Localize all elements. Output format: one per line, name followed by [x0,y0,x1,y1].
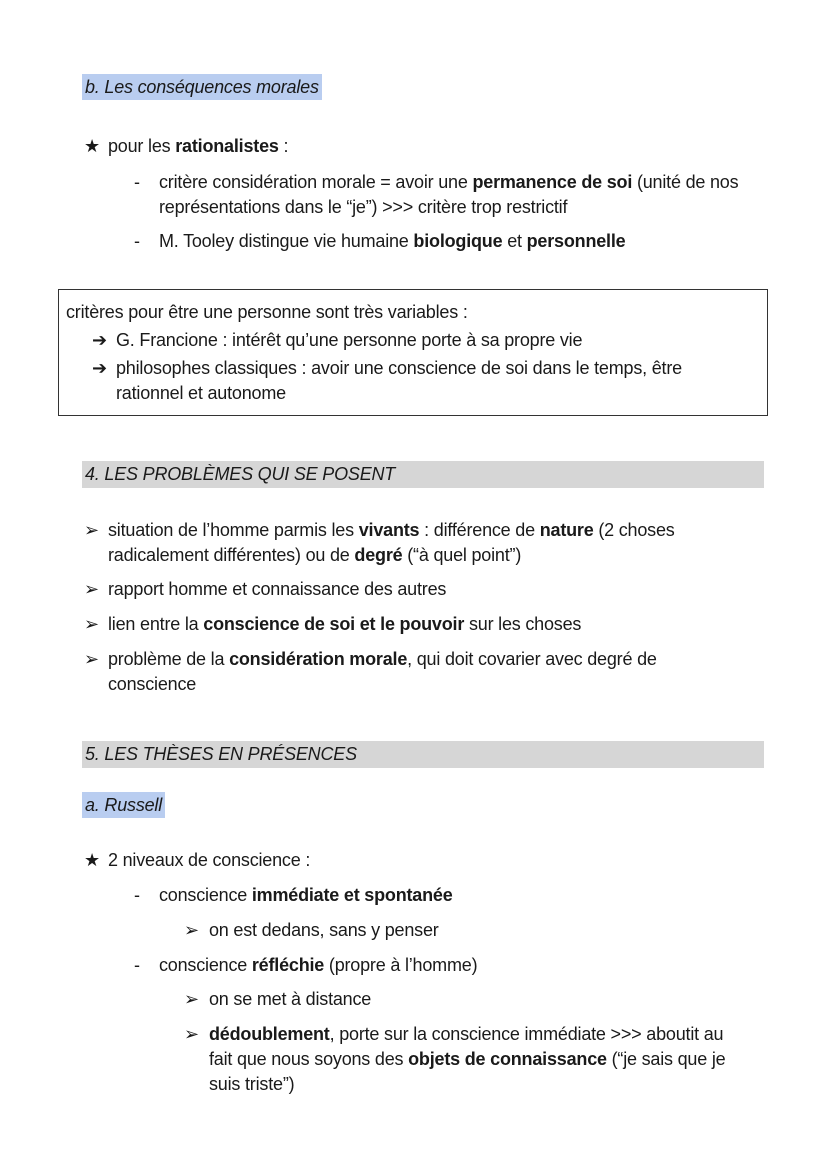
bullet-tooley [159,229,625,253]
text: conscience [159,885,252,905]
bold-text: conscience de soi et le pouvoir [203,614,465,634]
text: problème de la [108,649,230,669]
text: pour les [108,136,176,156]
text: critère considération morale = avoir une [159,172,473,192]
level-immediate-sub [209,918,439,942]
star-icon: ★ [84,850,100,870]
arrow-right-icon: ➔ [92,358,107,378]
section-heading-russell: a. Russell [82,792,165,818]
level-reflechie-sub-dedoublement-line2 [209,1047,725,1071]
star-icon: ★ [84,136,100,156]
rationalistes-item [108,134,288,158]
bullet-permanence-line2: représentations dans le “je”) >>> critère trop restrictif [159,197,568,217]
bold-text: vivants [358,520,420,540]
bold-text: immédiate et spontanée [251,885,453,905]
chevron-right-icon: ➢ [84,614,99,634]
text: (“je sais que je [606,1049,726,1069]
section-heading-problemes: 4. LES PROBLÈMES QUI SE POSENT [82,461,764,488]
bold-text: personnelle [526,231,626,251]
level-reflechie-sub-dedoublement-line3 [209,1072,294,1096]
dash-bullet-icon: - [134,955,140,975]
bold-text: considération morale [229,649,408,669]
dash-bullet-icon: - [134,231,140,251]
bold-text: biologique [413,231,503,251]
level-reflechie [159,953,477,977]
text: fait que nous soyons des [209,1049,409,1069]
niveaux-conscience-item: 2 niveaux de conscience : [108,850,311,870]
section-heading-theses: 5. LES THÈSES EN PRÉSENCES [82,741,764,768]
problem-item-consideration-line2 [108,672,196,696]
text: conscience [159,955,252,975]
text: , qui doit covarier avec degré de [407,649,657,669]
bullet-permanence-line1 [159,170,738,194]
bold-text: objets de connaissance [408,1049,607,1069]
problem-item-rapport [108,577,446,601]
text: situation de l’homme parmis les [108,520,359,540]
level-immediate [159,883,453,907]
text: suis triste”) [209,1074,295,1094]
text: : [278,136,289,156]
text: rapport homme et connaissance des autres [108,579,447,599]
text: (propre à l’homme) [324,955,478,975]
bold-text: permanence de soi [472,172,633,192]
chevron-right-icon: ➢ [84,649,99,669]
level-reflechie-sub-dedoublement-line1 [209,1022,723,1046]
problem-item-consideration-line1 [108,647,657,671]
box-item-francione: G. Francione : intérêt qu’une personne porte à sa propre vie [116,330,583,350]
text: , porte sur la conscience immédiate >>> aboutit au [329,1024,724,1044]
bold-text: degré [354,545,403,565]
bold-text: nature [539,520,594,540]
chevron-right-icon: ➢ [84,579,99,599]
text: on se met à distance [209,989,372,1009]
problem-item-situation-line2 [108,543,521,567]
text: : différence de [419,520,540,540]
bold-text: rationalistes [175,136,279,156]
text: M. Tooley distingue vie humaine [159,231,414,251]
problem-item-lien [108,612,581,636]
box-item-classiques-line1: philosophes classiques : avoir une conscience de soi dans le temps, être [116,358,682,378]
text: lien entre la [108,614,204,634]
chevron-right-icon: ➢ [84,520,99,540]
text: (unité de nos [632,172,739,192]
chevron-right-icon: ➢ [184,989,199,1009]
dash-bullet-icon: - [134,885,140,905]
text: radicalement différentes) ou de [108,545,355,565]
level-reflechie-sub-distance [209,987,371,1011]
box-title: critères pour être une personne sont très variables : [66,302,468,322]
text: (“à quel point”) [402,545,522,565]
problem-item-situation-line1 [108,518,675,542]
text: (2 choses [593,520,675,540]
text: et [502,231,527,251]
text: on est dedans, sans y penser [209,920,439,940]
chevron-right-icon: ➢ [184,1024,199,1044]
section-heading-consequences-morales: b. Les conséquences morales [82,74,322,100]
text: sur les choses [464,614,582,634]
arrow-right-icon: ➔ [92,330,107,350]
bold-text: dédoublement [209,1024,330,1044]
bold-text: réfléchie [251,955,325,975]
text: conscience [108,674,197,694]
dash-bullet-icon: - [134,172,140,192]
box-item-classiques-line2: rationnel et autonome [116,383,286,403]
chevron-right-icon: ➢ [184,920,199,940]
